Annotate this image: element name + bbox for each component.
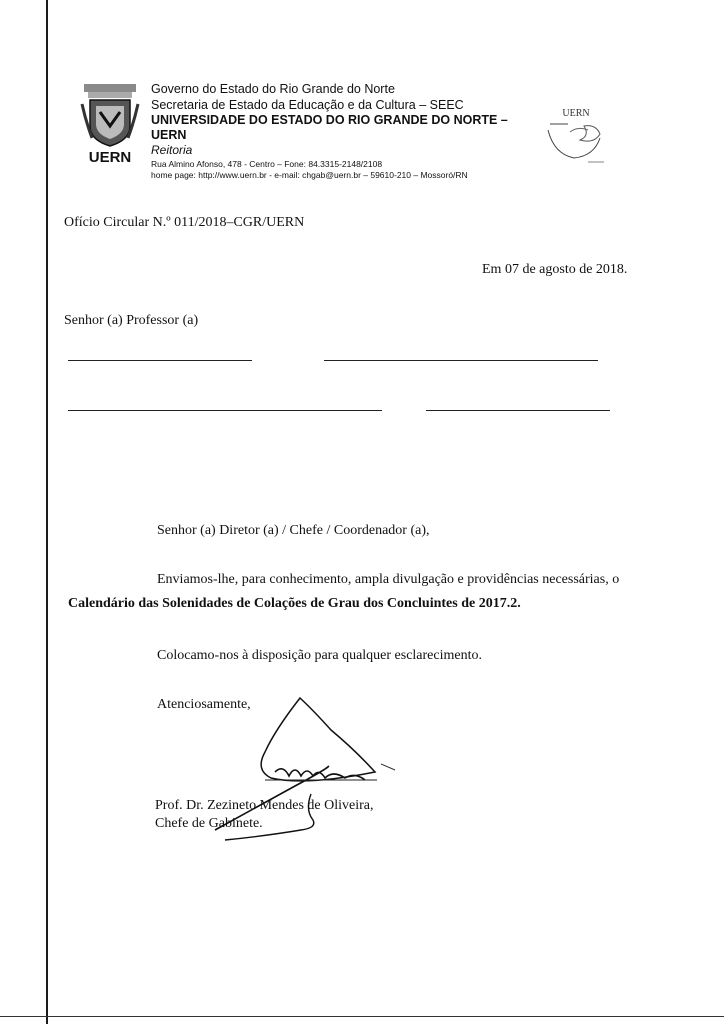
signer-name: Prof. Dr. Zezineto Mendes de Oliveira,: [155, 798, 374, 813]
blank-line-2: [324, 360, 598, 361]
blank-line-4: [426, 410, 610, 411]
uern-crest-logo: [78, 82, 142, 166]
document-reference: Ofício Circular N.º 011/2018–CGR/UERN: [64, 215, 305, 230]
body-paragraph-3: Colocamo-nos à disposição para qualquer esclarecimento.: [157, 648, 482, 663]
signer-title: Chefe de Gabinete.: [155, 816, 263, 831]
blank-line-3: [68, 410, 382, 411]
body-paragraph-2: Calendário das Solenidades de Colações de Grau dos Concluintes de 2017.2.: [68, 596, 521, 611]
logo-label: UERN: [88, 149, 132, 166]
body-paragraph-1: Enviamos-lhe, para conhecimento, ampla divulgação e providências necessárias, o: [157, 572, 620, 587]
addressee: Senhor (a) Professor (a): [64, 313, 199, 328]
uern-anniversary-seal: [534, 104, 614, 170]
header-secretariat: Secretaria de Estado da Educação e da Cultura – SEEC: [151, 98, 464, 112]
header-government: Governo do Estado do Rio Grande do Norte: [151, 82, 395, 96]
closing: Atenciosamente,: [157, 697, 251, 712]
bottom-rule: [0, 1016, 724, 1017]
blank-line-1: [68, 360, 252, 361]
salutation: Senhor (a) Diretor (a) / Chefe / Coordenador (a),: [157, 523, 430, 538]
left-margin-rule: [46, 0, 48, 1024]
header-address: Rua Almino Afonso, 478 - Centro – Fone: 84.3315-2148/2108: [151, 159, 383, 169]
header-office: Reitoria: [151, 143, 193, 157]
header-contact: home page: http://www.uern.br - e-mail: chgab@uern.br – 59610-210 – Mossoró/RN: [151, 170, 468, 180]
seal-label: UERN: [562, 108, 590, 119]
header-university: UNIVERSIDADE DO ESTADO DO RIO GRANDE DO NORTE –: [151, 113, 508, 127]
document-date: Em 07 de agosto de 2018.: [482, 262, 628, 277]
header-university-acronym: UERN: [151, 128, 187, 142]
